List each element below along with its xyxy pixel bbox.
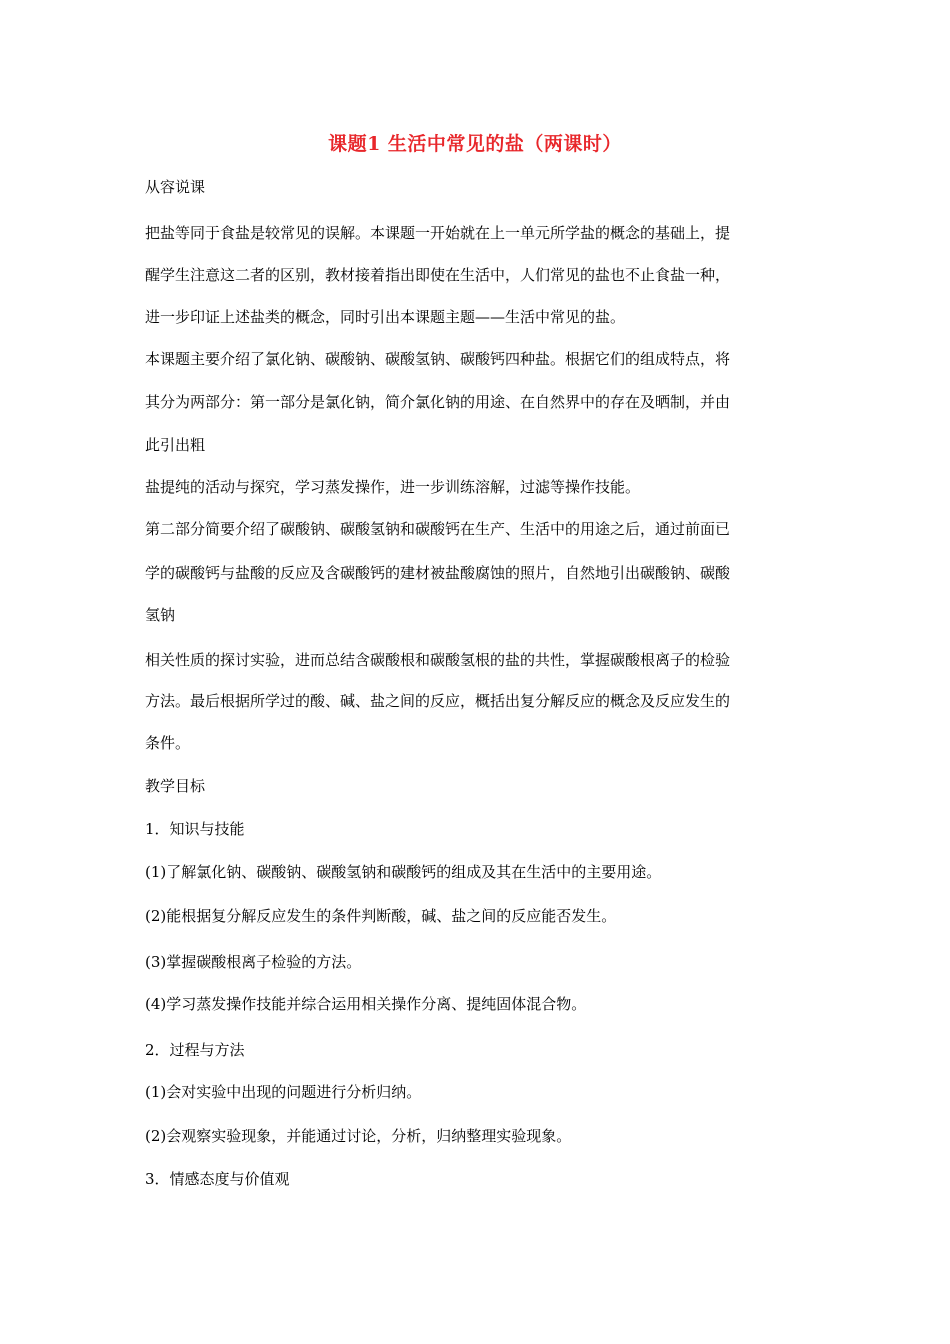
- section-heading-shuoke: 从容说课: [145, 178, 206, 196]
- list-item: (4)学习蒸发操作技能并综合运用相关操作分离、提纯固体混合物。: [145, 995, 587, 1013]
- paragraph-line: 醒学生注意这二者的区别，教材接着指出即使在生活中，人们常见的盐也不止食盐一种，: [145, 266, 731, 284]
- list-item: (1)了解氯化钠、碳酸钠、碳酸氢钠和碳酸钙的组成及其在生活中的主要用途。: [145, 863, 662, 881]
- paragraph-line: 第二部分简要介绍了碳酸钠、碳酸氢钠和碳酸钙在生产、生活中的用途之后，通过前面已: [145, 520, 731, 538]
- list-item: (3)掌握碳酸根离子检验的方法。: [145, 953, 362, 971]
- subsection-heading: 3．情感态度与价值观: [145, 1170, 290, 1188]
- document-title: 课题1 生活中常见的盐（两课时）: [328, 133, 622, 155]
- paragraph-line: 把盐等同于食盐是较常见的误解。本课题一开始就在上一单元所学盐的概念的基础上，提: [145, 224, 731, 242]
- paragraph-line: 相关性质的探讨实验，进而总结含碳酸根和碳酸氢根的盐的共性，掌握碳酸根离子的检验: [145, 651, 731, 669]
- section-heading-goals: 教学目标: [145, 777, 206, 795]
- paragraph-line: 条件。: [145, 734, 191, 752]
- subsection-heading: 1．知识与技能: [145, 820, 245, 838]
- paragraph-line: 本课题主要介绍了氯化钠、碳酸钠、碳酸氢钠、碳酸钙四种盐。根据它们的组成特点，将: [145, 350, 731, 368]
- paragraph-line: 盐提纯的活动与探究，学习蒸发操作，进一步训练溶解，过滤等操作技能。: [145, 478, 641, 496]
- paragraph-line: 方法。最后根据所学过的酸、碱、盐之间的反应，概括出复分解反应的概念及反应发生的: [145, 692, 731, 710]
- paragraph-line: 其分为两部分：第一部分是氯化钠，简介氯化钠的用途、在自然界中的存在及晒制，并由: [145, 393, 731, 411]
- list-item: (2)能根据复分解反应发生的条件判断酸，碱、盐之间的反应能否发生。: [145, 907, 617, 925]
- paragraph-line: 氢钠: [145, 606, 176, 624]
- paragraph-line: 进一步印证上述盐类的概念，同时引出本课题主题——生活中常见的盐。: [145, 308, 626, 326]
- subsection-heading: 2．过程与方法: [145, 1041, 245, 1059]
- paragraph-line: 此引出粗: [145, 436, 206, 454]
- paragraph-line: 学的碳酸钙与盐酸的反应及含碳酸钙的建材被盐酸腐蚀的照片，自然地引出碳酸钠、碳酸: [145, 564, 731, 582]
- list-item: (2)会观察实验现象，并能通过讨论，分析，归纳整理实验现象。: [145, 1127, 572, 1145]
- list-item: (1)会对实验中出现的问题进行分析归纳。: [145, 1083, 422, 1101]
